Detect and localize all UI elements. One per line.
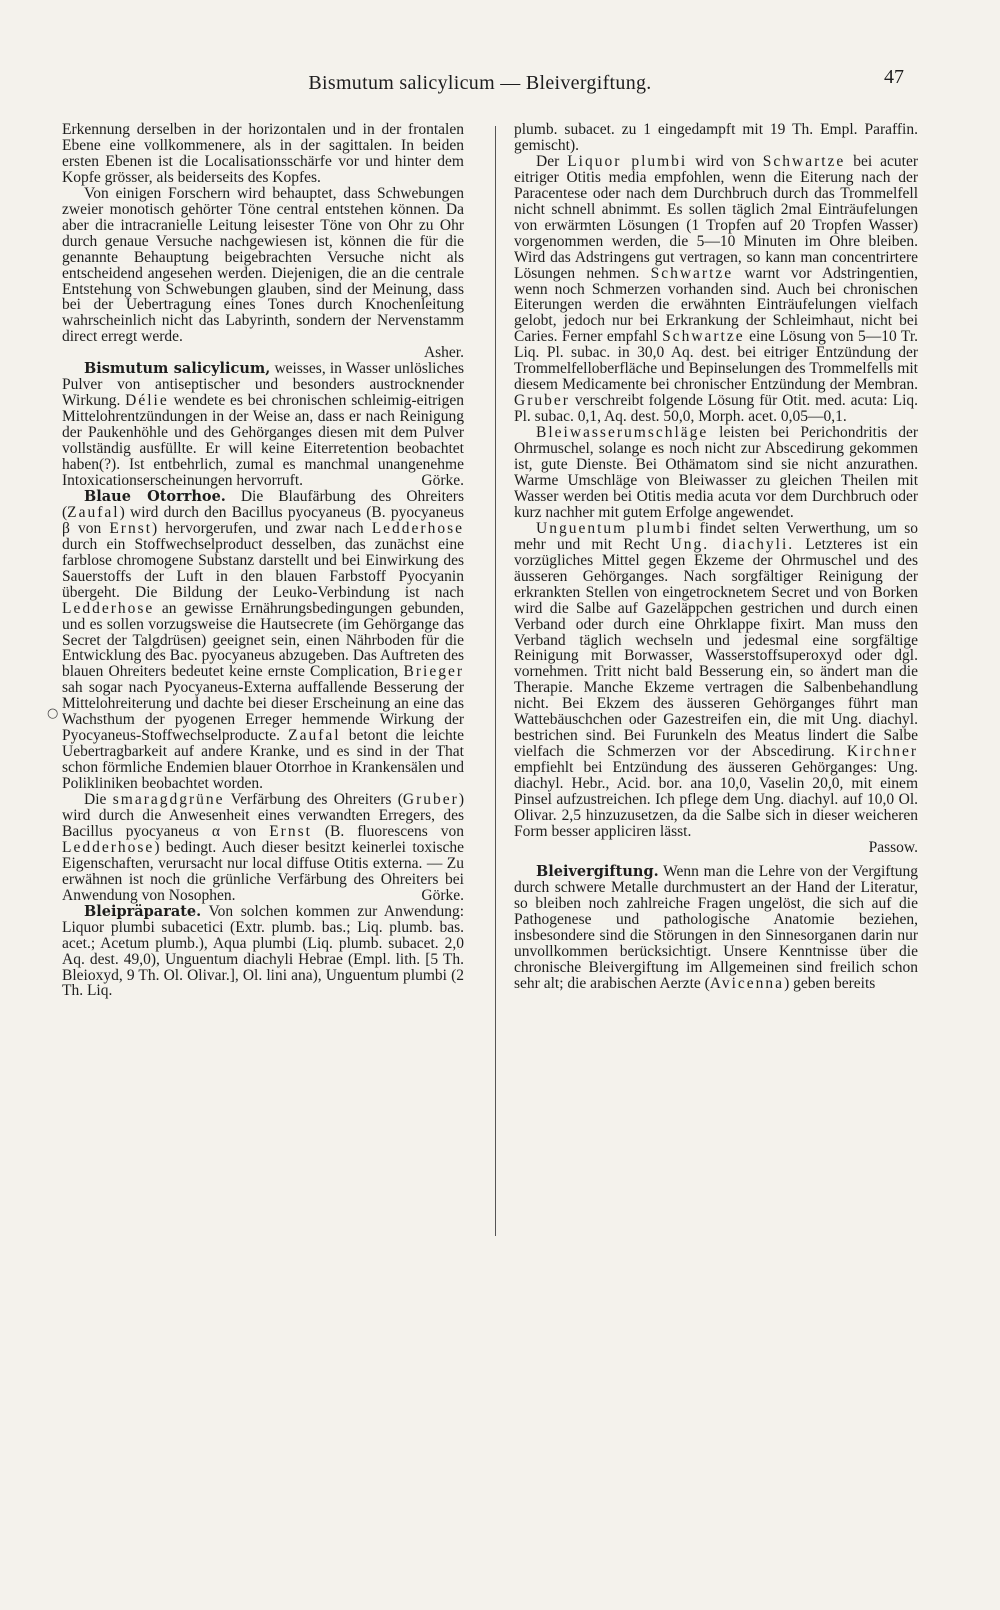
column-divider	[495, 126, 496, 1236]
emphasis: Liquor plumbi	[567, 152, 688, 170]
paragraph-bleiwasser: Bleiwasserumschläge leisten bei Perichondritis der Ohrmuschel, solange es noch nicht zur Abscedirung gekommen ist, gute Dienste. Bei Othämatom sind sie nicht anzurathen. Warme Umschläge von Bleiwasser zu gleichen Theilen mit Wasser werden bei Otitis media acuta vor dem Durchbruch oder kurz nachher mit gutem Erfolge angewendet.	[514, 424, 918, 521]
person-name: Zaufal	[67, 503, 120, 521]
person-name: Délie	[125, 392, 169, 410]
person-name: Ledderhose	[62, 599, 155, 617]
person-name: Ernst	[269, 822, 312, 840]
person-name: Gruber	[402, 791, 459, 809]
paragraph-continuation: plumb. subacet. zu 1 eingedampft mit 19 Th. Empl. Paraffin. gemischt).	[514, 121, 918, 154]
entry-heading: Bleipräparate.	[84, 902, 202, 920]
running-title: Bismutum salicylicum — Bleivergiftung.	[308, 72, 652, 94]
entry-bleipraeparate: Bleipräparate. Von solchen kommen zur Anwendung: Liquor plumbi subacetici (Extr. plumb. bas.; Liq. plumb. bas. acet.; Acetum plumb.), Aqua plumbi (Liq. plumb. subacet. 2,0 Aq. dest. 49,0), Unguentum diachyli Hebrae (Empl. lith. [5 Th. Bleioxyd, 9 Th. Ol. Olivar.], Ol. lini ana), Unguentum plumbi (2 Th. Liq.	[62, 902, 464, 1000]
entry-heading: Blaue Otorrhoe.	[84, 487, 226, 505]
author-signature: Passow.	[868, 838, 918, 856]
person-name: Ledderhose	[62, 838, 155, 856]
person-name: Ernst	[109, 519, 153, 537]
paragraph-liquor-plumbi: Der Liquor plumbi wird von Schwartze bei acuter eitriger Otitis media empfohlen, wenn die Eiterung nach der Paracentese oder nach dem Durchbruch durch das Trommelfell nicht schnell abnimmt. Es sollen täglich 2mal Einträufelungen von erwärmten Lösungen (1 Tropfen auf 20 Tropfen Wasser) vorgenommen werden, die 5—10 Minuten im Ohre bleiben. Wird das Adstringens gut vertragen, so kann man concentrirtere Lösungen nehmen. Schwartze warnt vor Adstringentien, wenn noch Schmerzen vorhanden sind. Auch bei chronischen Eiterungen werden die erwähnten Einträufelungen vielfach gelobt, jedoch nur bei Erkrankung der Schleimhaut, nicht bei Caries. Ferner empfahl Schwartze eine Lösung von 5—10 Tr. Liq. Pl. subac. in 30,0 Aq. dest. bei eitriger Entzündung der Trommelfelloberfläche und Bepinselungen des Trommelfells mit diesem Medicamente bei chronischer Entzündung der Membran. Gruber verschreibt folgende Lösung für Otit. med. acuta: Liq. Pl. subac. 0,1, Aq. dest. 50,0, Morph. acet. 0,05—0,1.	[514, 152, 919, 426]
paragraph-smaragdgruen: Die smaragdgrüne Verfärbung des Ohreiters (Gruber) wird durch die Anwesenheit eines verwandten Erregers, des Bacillus pyocyaneus α von Ernst (B. fluorescens von Ledderhose) bedingt. Auch dieser besitzt keinerlei toxische Eigenschaften, verursacht nur local diffuse Otitis externa. — Zu erwähnen ist noch die grünliche Verfärbung des Ohreiters bei Anwendung von Nosophen. Görke.	[62, 791, 464, 904]
entry-blaue-otorrhoe: Blaue Otorrhoe. Die Blaufärbung des Ohreiters (Zaufal) wird durch den Bacillus pyocyaneus (B. pyocyaneus β von Ernst) hervorgerufen, und zwar nach Ledderhose durch ein Stoffwechselproduct desselben, das zunächst eine farblose chromogene Substanz darstellt und bei Einwirkung des Sauerstoffs der Luft in den blauen Farbstoff Pyocyanin übergeht. Die Bildung der Leuko-Verbindung ist nach Ledderhose an gewisse Ernährungsbedingungen gebunden, und es sollen vorzugsweise die Hautsecrete (im Gehörgange das Secret der Talgdrüsen) geeignet sein, einen Nährboden für die Entwicklung des Bac. pyocyaneus abzugeben. Das Auftreten des blauen Ohreiters bedeutet keine ernste Complication, Brieger sah sogar nach Pyocyaneus-Externa auffallende Besserung der Mittelohreiterung und dachte bei dieser Erscheinung an eine das Wachsthum der pyogenen Erreger hemmende Wirkung der Pyocyaneus-Stoffwechselproducte. Zaufal betont die leichte Uebertragbarkeit auf andere Kranke, und es sind in der That schon förmliche Endemien blauer Otorrhoe in Krankensälen und Polikliniken beobachtet worden.	[62, 487, 464, 793]
person-name: Schwartze	[650, 264, 734, 282]
person-name: Zaufal	[288, 727, 341, 745]
entry-bleivergiftung: Bleivergiftung. Wenn man die Lehre von der Vergiftung durch schwere Metalle durchmustert an der Hand der Literatur, so bleiben noch zahlreiche Fragen ungelöst, die sich auf die Pathogenese und pathologische Anatomie beziehen, insbesondere sind die Störungen in den Sinnesorganen darin nur unvollkommen berücksichtigt. Unsere Kenntnisse über die chronische Bleivergiftung im Allgemeinen sind freilich schon sehr alt; die arabischen Aerzte (Avicenna) geben bereits	[514, 862, 918, 992]
entry-heading: Bismutum salicylicum,	[84, 360, 271, 378]
emphasis: Unguentum plumbi	[536, 519, 693, 537]
emphasis: Ung. diachyli.	[670, 535, 795, 553]
paragraph-localisation: Erkennung derselben in der horizontalen und in der frontalen Ebene eine vollkommenere, als in der sagittalen. In beiden ersten Ebenen ist die Localisationsschärfe vor und hinter dem Kopfe grösser, als beiderseits des Kopfes.	[62, 121, 464, 186]
person-name: Kirchner	[846, 743, 918, 761]
paragraph-schwebungen: Von einigen Forschern wird behauptet, dass Schwebungen zweier monotisch gehörter Töne central entstehen können. Da aber die intracranielle Leitung leisester Töne von Ohr zu Ohr durch genaue Versuche nachgewiesen ist, können die für die genannte Behauptung beigebrachten Versuche nicht als entscheidend angesehen werden. Diejenigen, die an die centrale Entstehung von Schwebungen glauben, sind der Meinung, dass bei der Uebertragung eines Tones durch Knochenleitung wahrscheinlich nicht das Labyrinth, sondern der Nervenstamm direct erregt werde.	[62, 184, 464, 346]
entry-bismutum: Bismutum salicylicum, weisses, in Wasser unlösliches Pulver von antiseptischer und besonders austrocknender Wirkung. Délie wendete es bei chronischen schleimig-eitrigen Mittelohrentzündungen in der Weise an, dass er nach Reinigung der Paukenhöhle und des Gehörganges diesen mit dem Pulver vollständig ausfüllte. Er will keine Eiterretention beobachtet haben(?). Ist entbehrlich, zumal es manchmal unangenehme Intoxicationserscheinungen hervorruft. Görke.	[62, 360, 465, 489]
author-signature: Asher.	[423, 344, 464, 362]
left-column	[62, 122, 464, 999]
page-number: 47	[884, 66, 904, 88]
emphasis: Bleiwasserumschläge	[536, 424, 709, 442]
author-signature: Görke.	[421, 886, 464, 904]
person-name: Avicenna	[709, 974, 785, 992]
paragraph-unguentum: Unguentum plumbi findet selten Verwerthung, um so mehr und mit Recht Ung. diachyli. Letzteres ist ein vorzügliches Mittel gegen Ekzeme der Ohrmuschel und des äusseren Gehörganges. Nach sorgfältiger Reinigung der erkrankten Stellen von eingetrocknetem Secret und von Borken wird die Salbe auf Gazeläppchen gestrichen und durch einen Verband oder durch eine Ohrklappe fixirt. Man muss den Verband täglich wechseln und jedesmal eine sorgfältige Reinigung mit Borwasser, Wasserstoffsuperoxyd oder dgl. vornehmen. Tritt nicht bald Besserung ein, so ändert man die Therapie. Manche Ekzeme vertragen die Salbenbehandlung nicht. Bei Ekzem des äusseren Gehörganges führt man Wattebäuschchen oder Gazestreifen ein, die mit Ung. diachyl. bestrichen sind. Bei Furunkeln des Meatus lindert die Salbe vielfach die Schmerzen vor der Abscedirung. Kirchner empfiehlt bei Entzündung des äusseren Gehörganges: Ung. diachyl. Hebr., Acid. bor. ana 10,0, Vaselin 20,0, mit einem Pinsel aufzustreichen. Ich pflege dem Ung. diachyl. auf 10,0 Ol. Olivar. 2,5 hinzuzusetzen, da die Salbe sich in dieser weicheren Form besser appliciren lässt.	[514, 519, 919, 840]
person-name: Ledderhose	[371, 519, 464, 537]
person-name: Gruber	[514, 392, 570, 410]
person-name: Schwartze	[762, 152, 846, 170]
right-column	[514, 122, 918, 991]
author-signature: Görke.	[421, 471, 464, 489]
person-name: Brieger	[403, 663, 464, 681]
emphasis: smaragdgrüne	[112, 791, 225, 809]
entry-heading: Bleivergiftung.	[536, 862, 659, 880]
margin-mark: ○	[47, 706, 59, 721]
person-name: Schwartze	[662, 328, 745, 346]
